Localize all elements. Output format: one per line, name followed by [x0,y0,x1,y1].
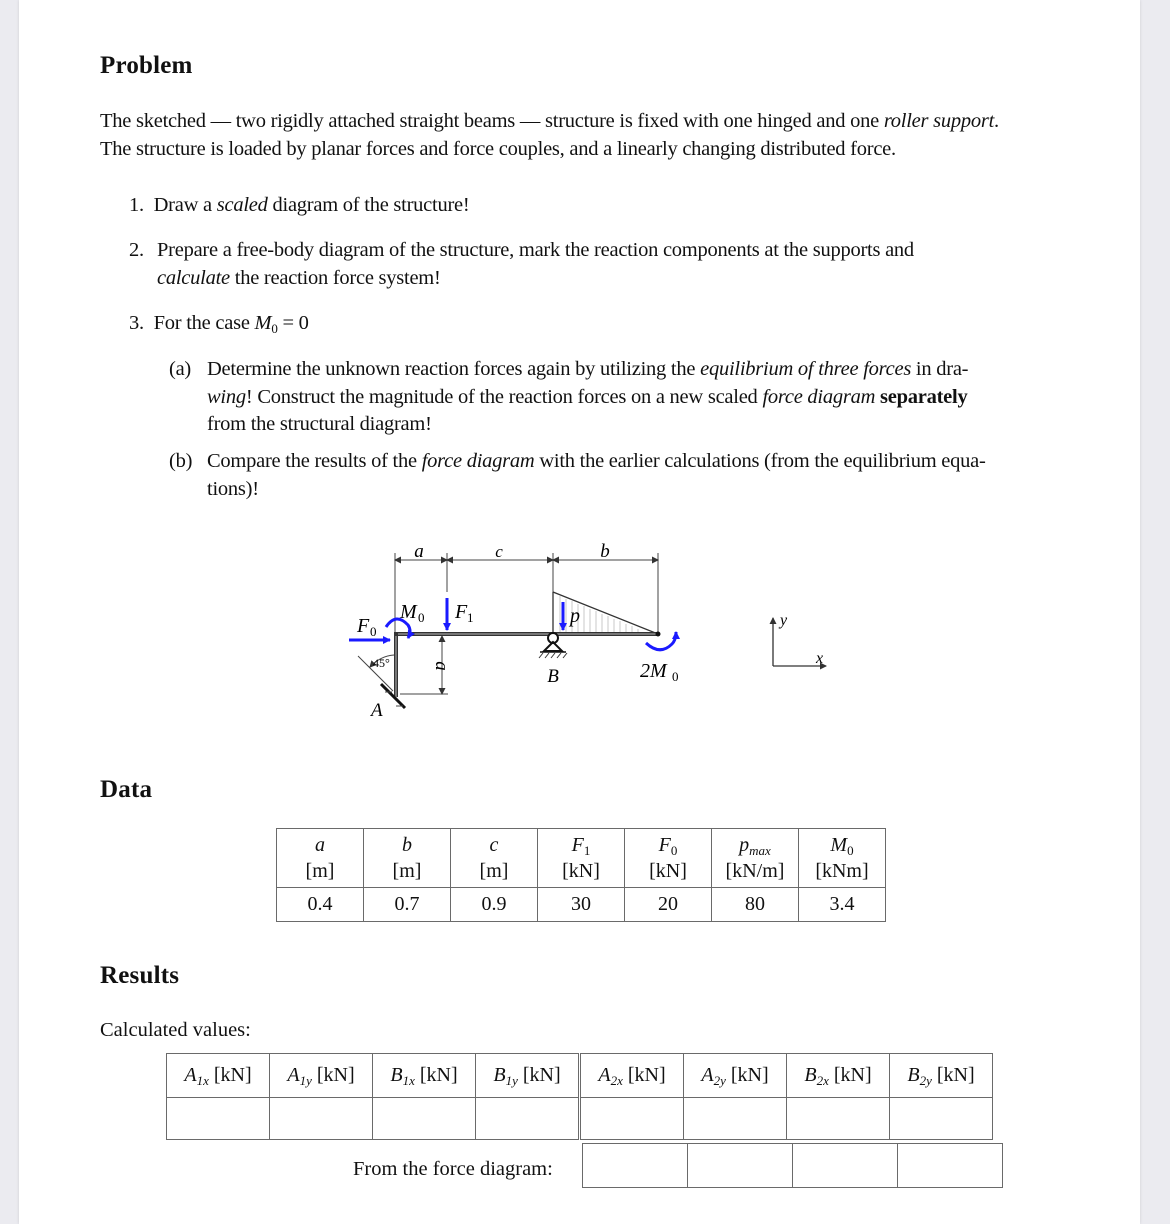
subtask-italic: force diagram [421,450,535,472]
intro-text: The sketched — two rigidly attached straight beams — structure is fixed with one hinged and one [100,110,884,132]
result-cell-b2y[interactable] [890,1098,993,1140]
data-value-row [277,888,886,922]
svg-text:1: 1 [467,610,474,625]
moment-2m0 [640,632,679,684]
task-italic: scaled [216,194,268,216]
force-diagram-row [583,1144,1003,1188]
data-col-a: a [m] [277,829,364,888]
data-value: 20 [625,888,712,922]
result-cell-a1x[interactable] [167,1098,270,1140]
task-number: 3. [129,312,144,334]
task-3 [129,310,1069,338]
data-value: 3.4 [799,888,886,922]
data-table [276,828,886,922]
support-b [539,633,567,687]
task-text: For the case [153,312,255,334]
data-col-b: b [m] [364,829,451,888]
subtask-text: Compare the results of the [207,450,422,472]
intro-line-2: The structure is loaded by planar forces and force couples, and a linearly changing distributed force. [100,137,896,160]
intro-italic: roller support [883,110,995,132]
fd-cell-a2y[interactable] [688,1144,793,1188]
task-text: the reaction force system! [229,266,441,289]
data-col-f0: $F_0$ [kN] [625,829,712,888]
subtask-text: from the structural diagram! [207,413,432,435]
task-text: Draw a [153,194,217,216]
subtask-text: tions)! [207,477,259,500]
data-value: 30 [538,888,625,922]
data-col-f1: $F_1$ [kN] [538,829,625,888]
svg-text:0: 0 [672,669,679,684]
data-value: 0.9 [451,888,538,922]
col-b1x: $B_{1x}$ [kN] [373,1054,476,1098]
task-2 [129,237,1079,292]
subtask-text: ! Construct the magnitude of the reaction forces on a new scaled [245,385,763,408]
dim-label-c: c [495,542,503,561]
axis-y-label: y [780,612,788,629]
svg-text:0: 0 [370,624,377,639]
col-a1y: $A_{1y}$ [kN] [270,1054,373,1098]
dim-label-a-vertical: a [431,661,452,671]
dimension-lines [395,553,658,694]
subtask-label: (a) [169,358,192,380]
result-cell-a2y[interactable] [684,1098,787,1140]
subtask-bold: separately [880,385,968,408]
fd-cell-b2x[interactable] [793,1144,898,1188]
col-a2y: $A_{2y}$ [kN] [684,1054,787,1098]
intro-paragraph [100,108,1080,163]
result-cell-b2x[interactable] [787,1098,890,1140]
svg-text:F: F [455,601,468,623]
task-text: diagram of the structure! [267,194,470,216]
intro-end: . [994,110,999,132]
subtask-b [169,448,1069,503]
task-italic: calculate [157,266,230,289]
angle-label: 45° [373,656,390,670]
task-number: 1. [129,194,144,216]
svg-text:F: F [357,615,370,637]
dim-label-b: b [600,541,610,562]
intro-line-1 [100,108,1080,136]
document-page [19,0,1140,1224]
col-b1y: $B_{1y}$ [kN] [476,1054,580,1098]
axis-x-label: x [816,650,824,667]
force-f1 [447,598,474,630]
subtask-italic: wing [207,385,246,408]
subtask-a [169,356,1069,439]
task-number: 2. [129,239,144,261]
data-header-row [277,829,886,888]
col-b2x: $B_{2x}$ [kN] [787,1054,890,1098]
col-b2y: $B_{2y}$ [kN] [890,1054,993,1098]
results-table [166,1053,993,1140]
results-heading: Results [100,962,180,989]
result-cell-b1y[interactable] [476,1098,580,1140]
data-value: 0.4 [277,888,364,922]
subtask-text: with the earlier calculations (from the equilibrium equa- [534,450,986,472]
structure-diagram [330,530,870,730]
coordinate-axes [773,612,826,667]
subtask-italic: equilibrium of three forces [700,358,912,380]
data-value: 80 [712,888,799,922]
task-text: = 0 [277,312,309,334]
math-subscript: 0 [271,321,278,336]
fd-cell-b2y[interactable] [898,1144,1003,1188]
subtask-text: in dra- [911,358,969,380]
distributed-load [553,592,658,634]
support-b-label: B [547,666,559,687]
result-cell-a2x[interactable] [580,1098,684,1140]
force-diagram-label: From the force diagram: [353,1158,553,1180]
force-f0 [349,615,390,640]
results-input-row [167,1098,993,1140]
task-text: Prepare a free-body diagram of the structure, mark the reaction components at the supports and [157,239,914,261]
data-value: 0.7 [364,888,451,922]
subtask-label: (b) [169,450,193,472]
col-a2x: $A_{2x}$ [kN] [580,1054,684,1098]
data-heading: Data [100,776,153,803]
task-1 [129,192,1069,220]
force-diagram-table [582,1143,1003,1188]
svg-text:M: M [400,601,417,623]
results-header-row [167,1054,993,1098]
subtask-italic: force diagram [762,385,876,408]
col-a1x: $A_{1x}$ [kN] [167,1054,270,1098]
dim-label-a: a [414,541,424,562]
fd-cell-a2x[interactable] [583,1144,688,1188]
result-cell-b1x[interactable] [373,1098,476,1140]
data-col-m0: $M_0$ [kNm] [799,829,886,888]
data-col-pmax: $p_{max}$ [kN/m] [712,829,799,888]
svg-text:p: p [570,605,580,627]
problem-heading: Problem [100,52,193,79]
subtask-text: Determine the unknown reaction forces again by utilizing the [207,358,701,380]
svg-text:0: 0 [418,610,425,625]
support-a-label: A [371,700,383,721]
math-symbol: M [254,312,272,334]
calculated-values-label: Calculated values: [100,1019,251,1041]
result-cell-a1y[interactable] [270,1098,373,1140]
svg-text:2M: 2M [640,660,667,682]
data-col-c: c [m] [451,829,538,888]
